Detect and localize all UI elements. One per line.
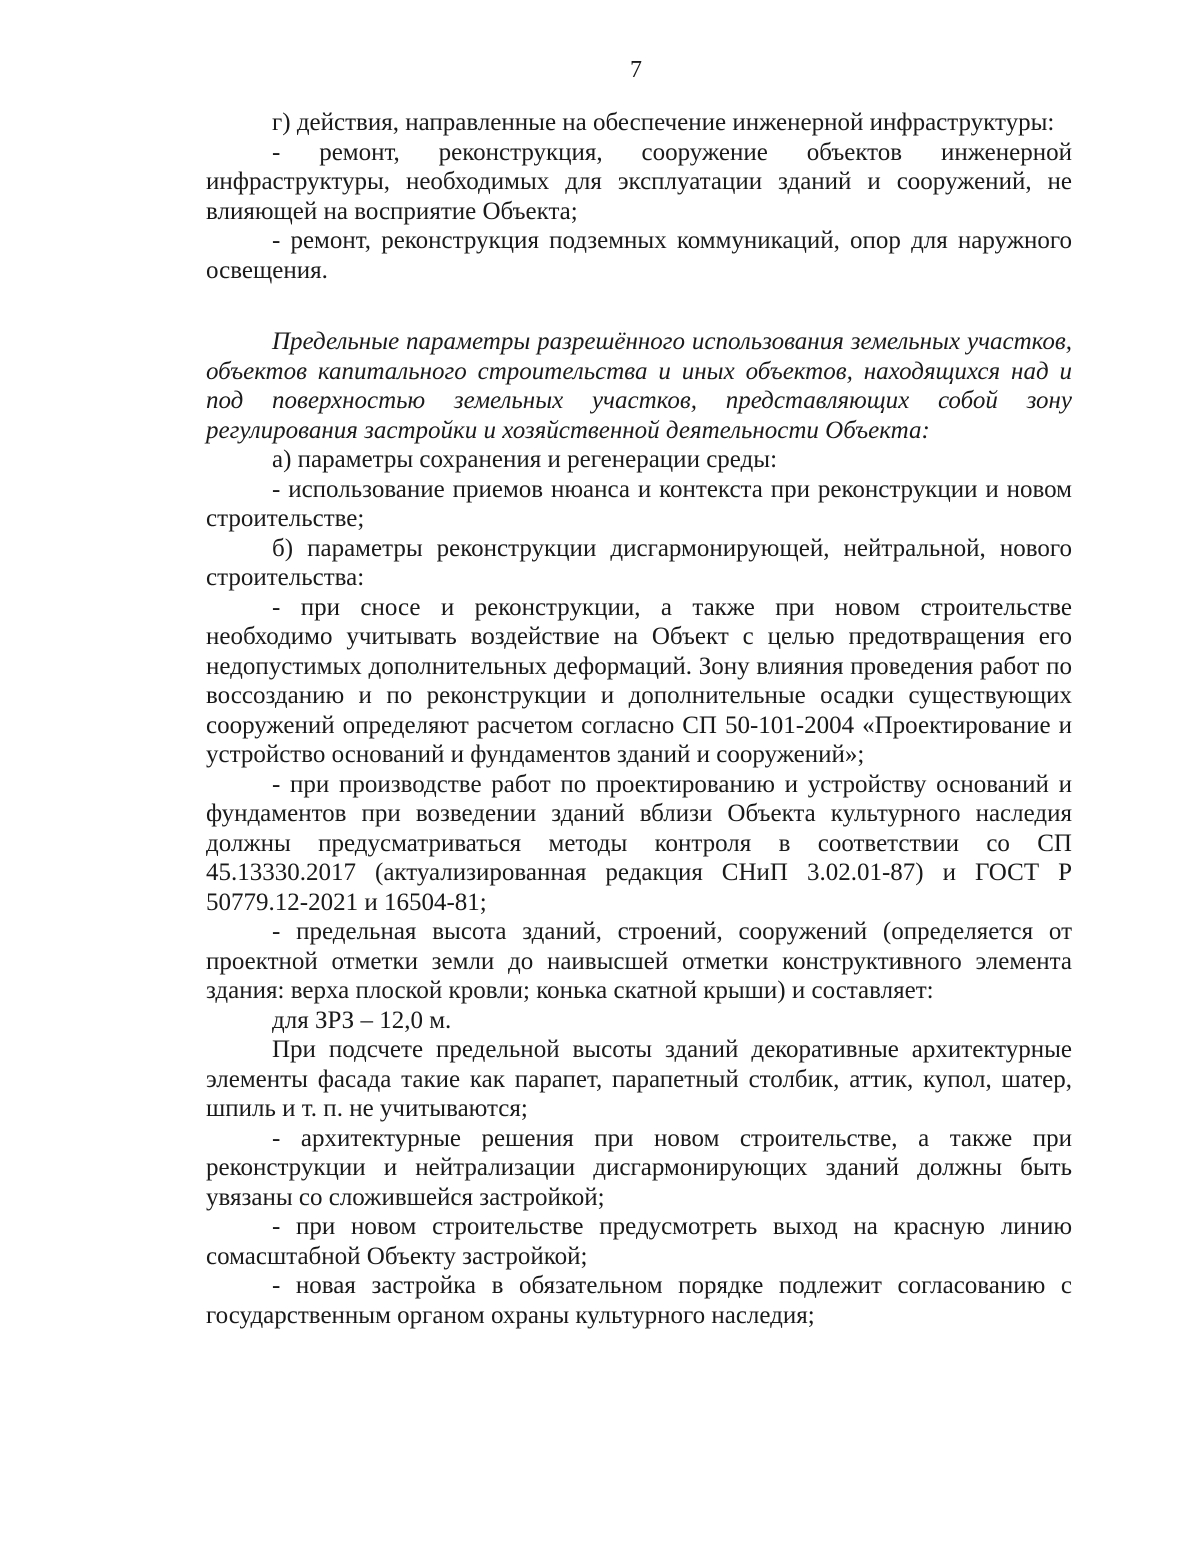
paragraph-engineering-actions: г) действия, направленные на обеспечение инженерной инфраструктуры:	[272, 109, 1055, 136]
section-heading: Предельные параметры разрешённого использования земельных участков, объектов капитального строительства и иных объектов, находящихся над и под поверхностью земельных участков, представляющих собой зону регулирования застройки и хозяйственной деятельности Объекта:	[206, 328, 1072, 444]
paragraph-nuance-context: - использование приемов нюанса и контекста при реконструкции и новом строительстве;	[206, 475, 1072, 532]
paragraph-underground-repair: - ремонт, реконструкция подземных коммуникаций, опор для наружного освещения.	[206, 227, 1072, 284]
paragraph-height-limit: - предельная высота зданий, строений, сооружений (определяется от проектной отметки земли до наивысшей отметки конструктивного элемента здания: верха плоской кровли; конька скатной крыши) и составляет:	[206, 918, 1072, 1004]
paragraph-decorative-elements: При подсчете предельной высоты зданий декоративные архитектурные элементы фасада такие как парапет, парапетный столбик, аттик, купол, шатер, шпиль и т. п. не учитываются;	[206, 1036, 1072, 1122]
paragraph-reconstruction-params: б) параметры реконструкции дисгармонирующей, нейтральной, нового строительства:	[206, 534, 1072, 591]
paragraph-env-params: а) параметры сохранения и регенерации среды:	[272, 446, 778, 473]
paragraph-foundations: - при производстве работ по проектированию и устройству оснований и фундаментов при возведении зданий вблизи Объекта культурного наследия должны предусматриваться методы контроля в соответствии со СП 45.13330.2017 (актуализированная редакция СНиП 3.02.01-87) и ГОСТ Р 50779.12-2021 и 16504-81;	[206, 770, 1072, 916]
paragraph-demolition: - при сносе и реконструкции, а также при новом строительстве необходимо учитывать воздействие на Объект с целью предотвращения его недопустимых дополнительных деформаций. Зону влияния проведения работ по воссозданию и по реконструкции и дополнительные осадки существующих сооружений определяют расчетом согласно СП 50-101-2004 «Проектирование и устройство оснований и фундаментов зданий и сооружений»;	[206, 593, 1072, 768]
document-body	[206, 108, 1072, 1330]
page-number: 7	[630, 57, 642, 83]
paragraph-red-line: - при новом строительстве предусмотреть выход на красную линию сомасштабной Объекту застройкой;	[206, 1213, 1072, 1270]
paragraph-architectural-solutions: - архитектурные решения при новом строительстве, а также при реконструкции и нейтрализации дисгармонирующих зданий должны быть увязаны со сложившейся застройкой;	[206, 1124, 1072, 1211]
paragraph-engineering-repair: - ремонт, реконструкция, сооружение объектов инженерной инфраструктуры, необходимых для эксплуатации зданий и сооружений, не влияющей на восприятие Объекта;	[206, 138, 1072, 225]
section-gap	[206, 285, 1072, 327]
paragraph-approval: - новая застройка в обязательном порядке подлежит согласованию с государственным органом охраны культурного наследия;	[206, 1272, 1072, 1329]
paragraph-zrz-height: для ЗРЗ – 12,0 м.	[272, 1006, 452, 1034]
